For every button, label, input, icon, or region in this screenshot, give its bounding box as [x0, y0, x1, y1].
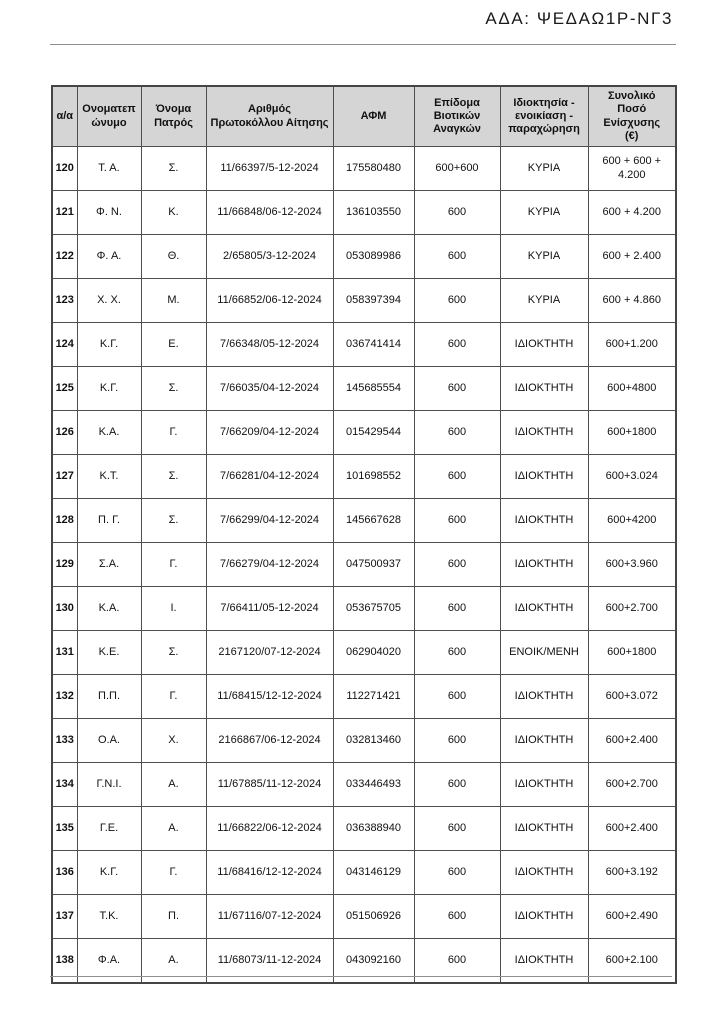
cell-total: 600+1800 — [588, 631, 676, 675]
cell-num: 134 — [52, 763, 77, 807]
cell-name: Γ.Ν.Ι. — [77, 763, 141, 807]
cell-father: Σ. — [141, 499, 206, 543]
cell-name: Φ. Ν. — [77, 191, 141, 235]
cell-father: Α. — [141, 763, 206, 807]
cell-total: 600+3.192 — [588, 851, 676, 895]
cell-protocol: 7/66299/04-12-2024 — [206, 499, 333, 543]
cell-num: 124 — [52, 323, 77, 367]
cell-total: 600 + 4.860 — [588, 279, 676, 323]
cell-protocol: 11/67885/11-12-2024 — [206, 763, 333, 807]
table-row — [52, 587, 676, 631]
cell-name: Π. Γ. — [77, 499, 141, 543]
cell-num: 132 — [52, 675, 77, 719]
cell-afm: 145667628 — [333, 499, 414, 543]
cell-protocol: 11/68073/11-12-2024 — [206, 939, 333, 984]
cell-father: Θ. — [141, 235, 206, 279]
top-rule — [50, 44, 676, 45]
cell-afm: 032813460 — [333, 719, 414, 763]
column-header-allowance: Επίδομα Βιοτικών Αναγκών — [414, 86, 500, 147]
cell-protocol: 2167120/07-12-2024 — [206, 631, 333, 675]
cell-name: Χ. Χ. — [77, 279, 141, 323]
cell-father: Ε. — [141, 323, 206, 367]
bottom-rule — [50, 976, 672, 977]
cell-allowance: 600 — [414, 367, 500, 411]
cell-total: 600+4800 — [588, 367, 676, 411]
cell-afm: 136103550 — [333, 191, 414, 235]
cell-allowance: 600 — [414, 279, 500, 323]
cell-name: Κ.Γ. — [77, 851, 141, 895]
cell-afm: 062904020 — [333, 631, 414, 675]
cell-num: 121 — [52, 191, 77, 235]
cell-protocol: 2166867/06-12-2024 — [206, 719, 333, 763]
cell-afm: 043092160 — [333, 939, 414, 984]
table-row — [52, 235, 676, 279]
header-row — [52, 86, 676, 147]
cell-protocol: 7/66411/05-12-2024 — [206, 587, 333, 631]
table-row — [52, 279, 676, 323]
cell-protocol: 7/66348/05-12-2024 — [206, 323, 333, 367]
cell-name: Κ.Γ. — [77, 367, 141, 411]
cell-name: Φ.Α. — [77, 939, 141, 984]
cell-allowance: 600+600 — [414, 147, 500, 191]
cell-total: 600+4200 — [588, 499, 676, 543]
cell-num: 123 — [52, 279, 77, 323]
cell-father: Σ. — [141, 147, 206, 191]
cell-afm: 033446493 — [333, 763, 414, 807]
cell-ownership: ΙΔΙΟΚΤΗΤΗ — [500, 499, 588, 543]
cell-allowance: 600 — [414, 587, 500, 631]
column-header-protocol: Αριθμός Πρωτοκόλλου Αίτησης — [206, 86, 333, 147]
cell-total: 600 + 600 + 4.200 — [588, 147, 676, 191]
table-row — [52, 323, 676, 367]
cell-ownership: ΚΥΡΙΑ — [500, 191, 588, 235]
cell-num: 126 — [52, 411, 77, 455]
cell-father: Κ. — [141, 191, 206, 235]
cell-num: 127 — [52, 455, 77, 499]
cell-num: 125 — [52, 367, 77, 411]
cell-total: 600+1800 — [588, 411, 676, 455]
cell-num: 120 — [52, 147, 77, 191]
cell-afm: 112271421 — [333, 675, 414, 719]
cell-protocol: 7/66209/04-12-2024 — [206, 411, 333, 455]
cell-ownership: ΕΝΟΙΚ/ΜΕΝΗ — [500, 631, 588, 675]
cell-allowance: 600 — [414, 675, 500, 719]
cell-allowance: 600 — [414, 763, 500, 807]
cell-allowance: 600 — [414, 719, 500, 763]
cell-num: 130 — [52, 587, 77, 631]
table-row — [52, 675, 676, 719]
cell-afm: 015429544 — [333, 411, 414, 455]
cell-afm: 053675705 — [333, 587, 414, 631]
column-header-father: Όνομα Πατρός — [141, 86, 206, 147]
cell-name: Κ.Α. — [77, 411, 141, 455]
cell-num: 138 — [52, 939, 77, 984]
cell-total: 600+2.700 — [588, 587, 676, 631]
cell-ownership: ΙΔΙΟΚΤΗΤΗ — [500, 323, 588, 367]
cell-ownership: ΚΥΡΙΑ — [500, 147, 588, 191]
table-row — [52, 147, 676, 191]
cell-protocol: 7/66279/04-12-2024 — [206, 543, 333, 587]
cell-protocol: 11/66397/5-12-2024 — [206, 147, 333, 191]
cell-total: 600+2.100 — [588, 939, 676, 984]
cell-allowance: 600 — [414, 895, 500, 939]
cell-father: Γ. — [141, 411, 206, 455]
cell-name: Γ.Ε. — [77, 807, 141, 851]
table-row — [52, 807, 676, 851]
cell-ownership: ΙΔΙΟΚΤΗΤΗ — [500, 455, 588, 499]
table-row — [52, 763, 676, 807]
cell-allowance: 600 — [414, 323, 500, 367]
cell-afm: 053089986 — [333, 235, 414, 279]
cell-ownership: ΙΔΙΟΚΤΗΤΗ — [500, 367, 588, 411]
cell-allowance: 600 — [414, 411, 500, 455]
cell-afm: 175580480 — [333, 147, 414, 191]
ada-stamp: ΑΔΑ: ΨΕΔΑΩ1Ρ-ΝΓ3 — [485, 9, 673, 28]
table-row — [52, 367, 676, 411]
cell-total: 600+2.700 — [588, 763, 676, 807]
column-header-ownership: Ιδιοκτησία - ενοικίαση - παραχώρηση — [500, 86, 588, 147]
cell-protocol: 11/67116/07-12-2024 — [206, 895, 333, 939]
table-row — [52, 499, 676, 543]
cell-protocol: 11/66852/06-12-2024 — [206, 279, 333, 323]
cell-total: 600+2.400 — [588, 807, 676, 851]
cell-total: 600+2.400 — [588, 719, 676, 763]
column-header-total: Συνολικό Ποσό Ενίσχυσης (€) — [588, 86, 676, 147]
cell-father: Γ. — [141, 851, 206, 895]
cell-ownership: ΙΔΙΟΚΤΗΤΗ — [500, 543, 588, 587]
table-header — [52, 86, 676, 147]
table-row — [52, 631, 676, 675]
table-row — [52, 851, 676, 895]
cell-total: 600+3.960 — [588, 543, 676, 587]
cell-allowance: 600 — [414, 631, 500, 675]
cell-father: Γ. — [141, 543, 206, 587]
cell-father: Χ. — [141, 719, 206, 763]
cell-total: 600+1.200 — [588, 323, 676, 367]
cell-allowance: 600 — [414, 191, 500, 235]
table-row — [52, 719, 676, 763]
cell-protocol: 11/66848/06-12-2024 — [206, 191, 333, 235]
cell-name: Σ.Α. — [77, 543, 141, 587]
table-body — [52, 147, 676, 984]
cell-num: 137 — [52, 895, 77, 939]
cell-father: Α. — [141, 939, 206, 984]
cell-afm: 043146129 — [333, 851, 414, 895]
table-row — [52, 191, 676, 235]
cell-protocol: 11/68415/12-12-2024 — [206, 675, 333, 719]
cell-num: 122 — [52, 235, 77, 279]
cell-father: Μ. — [141, 279, 206, 323]
cell-father: Ι. — [141, 587, 206, 631]
cell-name: Τ.Κ. — [77, 895, 141, 939]
cell-protocol: 7/66281/04-12-2024 — [206, 455, 333, 499]
cell-afm: 058397394 — [333, 279, 414, 323]
cell-num: 133 — [52, 719, 77, 763]
cell-protocol: 11/68416/12-12-2024 — [206, 851, 333, 895]
cell-ownership: ΙΔΙΟΚΤΗΤΗ — [500, 939, 588, 984]
column-header-afm: ΑΦΜ — [333, 86, 414, 147]
cell-num: 136 — [52, 851, 77, 895]
cell-name: Κ.Γ. — [77, 323, 141, 367]
cell-afm: 036388940 — [333, 807, 414, 851]
cell-name: Π.Π. — [77, 675, 141, 719]
cell-afm: 145685554 — [333, 367, 414, 411]
cell-allowance: 600 — [414, 543, 500, 587]
cell-num: 128 — [52, 499, 77, 543]
cell-ownership: ΙΔΙΟΚΤΗΤΗ — [500, 587, 588, 631]
cell-ownership: ΚΥΡΙΑ — [500, 235, 588, 279]
cell-afm: 047500937 — [333, 543, 414, 587]
cell-protocol: 7/66035/04-12-2024 — [206, 367, 333, 411]
table-row — [52, 455, 676, 499]
cell-allowance: 600 — [414, 235, 500, 279]
cell-afm: 036741414 — [333, 323, 414, 367]
cell-allowance: 600 — [414, 851, 500, 895]
cell-father: Α. — [141, 807, 206, 851]
table-row — [52, 543, 676, 587]
cell-afm: 051506926 — [333, 895, 414, 939]
cell-num: 129 — [52, 543, 77, 587]
cell-allowance: 600 — [414, 455, 500, 499]
cell-ownership: ΙΔΙΟΚΤΗΤΗ — [500, 895, 588, 939]
cell-protocol: 2/65805/3-12-2024 — [206, 235, 333, 279]
cell-afm: 101698552 — [333, 455, 414, 499]
cell-total: 600+3.024 — [588, 455, 676, 499]
cell-protocol: 11/66822/06-12-2024 — [206, 807, 333, 851]
cell-name: Ο.Α. — [77, 719, 141, 763]
cell-name: Τ. Α. — [77, 147, 141, 191]
cell-name: Κ.Τ. — [77, 455, 141, 499]
cell-father: Σ. — [141, 631, 206, 675]
cell-num: 131 — [52, 631, 77, 675]
cell-allowance: 600 — [414, 939, 500, 984]
cell-total: 600+3.072 — [588, 675, 676, 719]
cell-ownership: ΙΔΙΟΚΤΗΤΗ — [500, 807, 588, 851]
table-row — [52, 411, 676, 455]
cell-total: 600+2.490 — [588, 895, 676, 939]
cell-ownership: ΚΥΡΙΑ — [500, 279, 588, 323]
cell-ownership: ΙΔΙΟΚΤΗΤΗ — [500, 719, 588, 763]
cell-ownership: ΙΔΙΟΚΤΗΤΗ — [500, 851, 588, 895]
cell-father: Σ. — [141, 455, 206, 499]
cell-num: 135 — [52, 807, 77, 851]
cell-father: Γ. — [141, 675, 206, 719]
cell-father: Π. — [141, 895, 206, 939]
cell-allowance: 600 — [414, 499, 500, 543]
cell-father: Σ. — [141, 367, 206, 411]
cell-name: Φ. Α. — [77, 235, 141, 279]
cell-total: 600 + 4.200 — [588, 191, 676, 235]
column-header-fullname: Ονοματεπώνυμο — [77, 86, 141, 147]
cell-total: 600 + 2.400 — [588, 235, 676, 279]
cell-name: Κ.Ε. — [77, 631, 141, 675]
beneficiaries-table — [51, 85, 677, 984]
cell-ownership: ΙΔΙΟΚΤΗΤΗ — [500, 411, 588, 455]
cell-name: Κ.Α. — [77, 587, 141, 631]
cell-ownership: ΙΔΙΟΚΤΗΤΗ — [500, 675, 588, 719]
cell-ownership: ΙΔΙΟΚΤΗΤΗ — [500, 763, 588, 807]
table-row — [52, 895, 676, 939]
column-header-index: α/α — [52, 86, 77, 147]
cell-allowance: 600 — [414, 807, 500, 851]
